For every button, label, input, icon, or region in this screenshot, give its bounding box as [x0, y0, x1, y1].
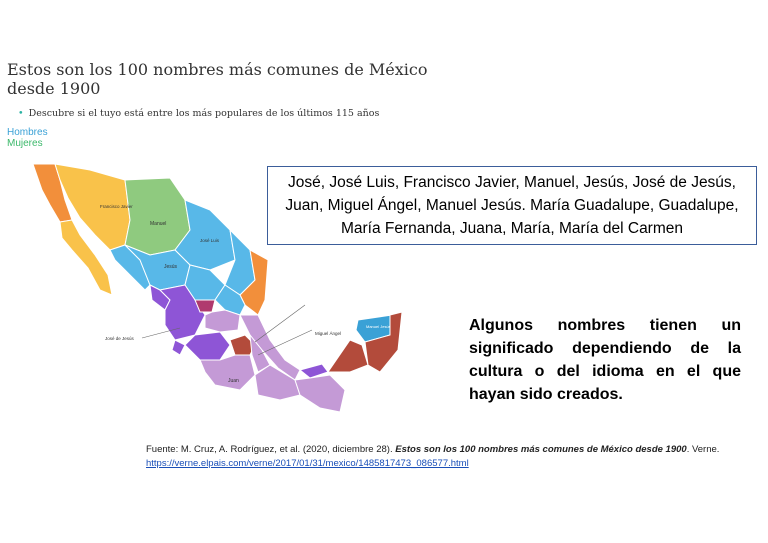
label-jose-luis: José Luis	[200, 238, 220, 243]
source-suffix: . Verne.	[686, 444, 720, 455]
label-miguel-angel: Miguel Ángel	[315, 331, 342, 336]
article-subtitle	[18, 108, 379, 119]
region-guerrero	[200, 355, 255, 390]
region-campeche	[328, 340, 368, 372]
legend-men: Hombres	[7, 127, 48, 138]
label-juan: Juan	[228, 378, 239, 384]
subtitle-text: Descubre si el tuyo está entre los más populares de los últimos 115 años	[28, 108, 380, 119]
source-link[interactable]: https://verne.elpais.com/verne/2017/01/31/mexico/1485817473_086577.html	[146, 458, 469, 469]
region-colima	[172, 340, 185, 355]
names-meaning-note: Algunos nombres tienen un significado dependiendo de la cultura o del idioma en el que hayan sido creados.	[469, 317, 741, 403]
region-guanajuato	[205, 310, 240, 332]
source-citation	[146, 443, 756, 471]
article-title: Estos son los 100 nombres más comunes de México desde 1900	[7, 60, 428, 98]
label-jesus: Jesús	[164, 264, 178, 270]
source-prefix: Fuente: M. Cruz, A. Rodríguez, et al. (2020, diciembre 28).	[146, 444, 396, 455]
label-jose-de-jesus: José de Jesús	[105, 336, 134, 341]
label-manuel: Manuel	[150, 221, 167, 227]
label-francisco-javier: Francisco Javier	[100, 204, 133, 209]
bullet-icon: •	[18, 108, 24, 119]
common-names-box: José, José Luis, Francisco Javier, Manuel, Jesús, José de Jesús, Juan, Miguel Ángel, Manuel Jesús. María Guadalupe, Guadalupe, María Fernanda, Juana, María, María del Carmen	[267, 166, 757, 245]
source-title: Estos son los 100 nombres más comunes de México desde 1900	[395, 444, 687, 455]
label-manuel-jesus: Manuel Jesús	[366, 324, 391, 329]
region-chiapas	[295, 375, 345, 412]
legend-women: Mujeres	[7, 138, 43, 149]
